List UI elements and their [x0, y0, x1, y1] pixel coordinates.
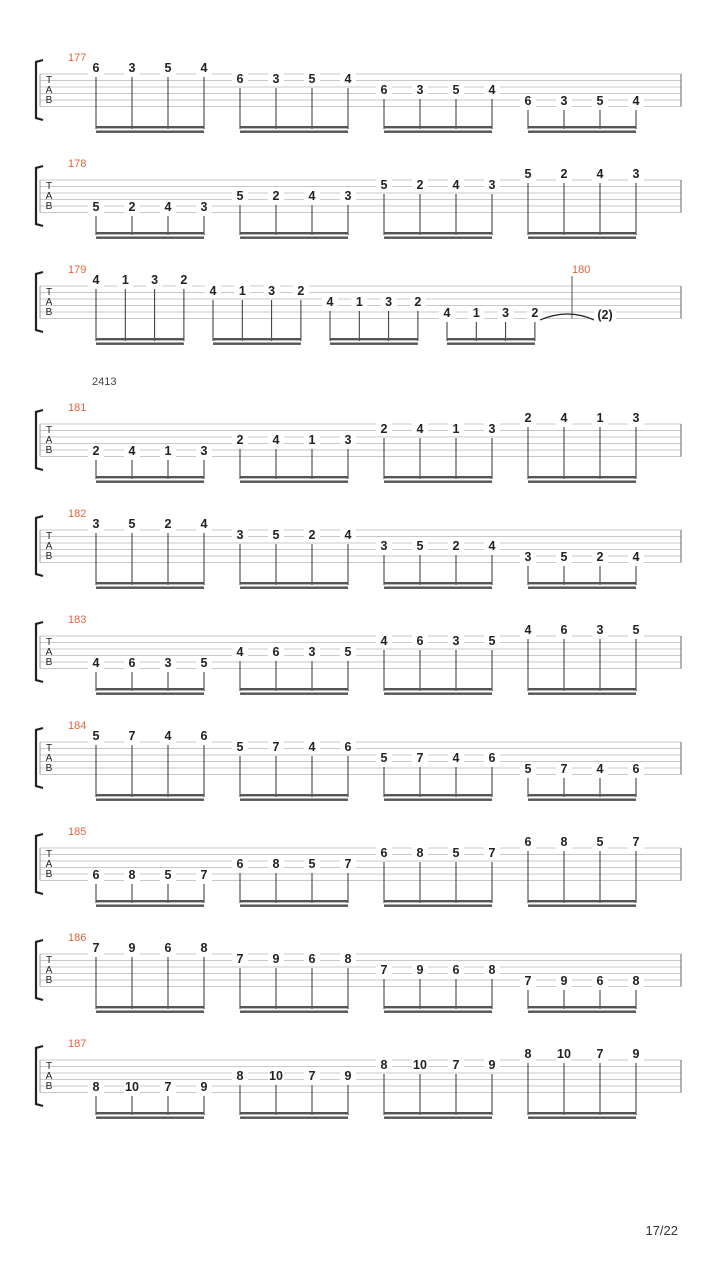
beam [96, 237, 204, 239]
beam [240, 1112, 348, 1114]
fret-number: 3 [416, 83, 424, 97]
beam [384, 905, 492, 907]
fret-number: 5 [524, 167, 532, 181]
fret-number: 8 [524, 1047, 532, 1061]
fret-number: 4 [488, 539, 496, 553]
fret-number: 3 [502, 306, 510, 320]
beam [96, 900, 204, 902]
tab-system [36, 614, 681, 695]
beam [240, 587, 348, 589]
fret-number: 3 [344, 189, 352, 203]
fret-number: 7 [524, 974, 532, 988]
fret-number: 2 [272, 189, 280, 203]
beam [96, 799, 204, 801]
fret-number: 2 [524, 411, 532, 425]
fret-number: 4 [344, 72, 352, 86]
fret-number: 5 [380, 178, 388, 192]
fret-number: 6 [308, 952, 316, 966]
tab-system [36, 158, 681, 239]
measure-number: 177 [68, 52, 87, 64]
beam [384, 1112, 492, 1114]
beam [213, 338, 301, 340]
tab-clef-letter: A [45, 297, 53, 308]
fret-number: 4 [209, 284, 217, 298]
fret-number: 3 [200, 444, 208, 458]
fret-number: 4 [308, 740, 316, 754]
fret-number: 5 [308, 857, 316, 871]
measure-number: 186 [68, 932, 87, 944]
fret-number: 6 [92, 61, 100, 75]
beam [384, 799, 492, 801]
fret-number: 2 [380, 422, 388, 436]
fret-number: 8 [416, 846, 424, 860]
beam [528, 1112, 636, 1114]
fret-number: 6 [596, 974, 604, 988]
measure-number: 180 [572, 264, 591, 276]
tab-clef-letter: T [45, 75, 53, 86]
beam [96, 476, 204, 478]
beam [240, 237, 348, 239]
tie-arc [540, 314, 594, 320]
beam [384, 1117, 492, 1119]
beam [528, 476, 636, 478]
fret-number: 7 [272, 740, 280, 754]
fret-number: 5 [380, 751, 388, 765]
tab-clef-letter: B [45, 551, 53, 562]
fret-number: 5 [488, 634, 496, 648]
beam [384, 126, 492, 128]
tab-clef-letter: A [45, 1071, 53, 1082]
tab-clef-letter: B [45, 307, 53, 318]
tab-clef-letter: A [45, 965, 53, 976]
tab-clef-letter: T [45, 955, 53, 966]
fret-number: 2 [452, 539, 460, 553]
beam [240, 1117, 348, 1119]
fret-number: 4 [524, 623, 532, 637]
fret-number: 7 [380, 963, 388, 977]
tab-clef-letter: T [45, 743, 53, 754]
beam [96, 794, 204, 796]
fret-number: 5 [596, 835, 604, 849]
beam [528, 237, 636, 239]
beam [96, 131, 204, 133]
beam [96, 582, 204, 584]
fret-number: 4 [596, 167, 604, 181]
fret-number: 7 [344, 857, 352, 871]
fret-number: 8 [92, 1080, 100, 1094]
fret-number: 4 [560, 411, 568, 425]
fret-number: 3 [452, 634, 460, 648]
fret-number: 4 [416, 422, 424, 436]
tab-clef-letter: T [45, 181, 53, 192]
fret-number: 9 [488, 1058, 496, 1072]
fret-number: 3 [92, 517, 100, 531]
beam [384, 1006, 492, 1008]
fret-number: 10 [557, 1047, 571, 1061]
beam [528, 688, 636, 690]
tab-clef-letter: A [45, 647, 53, 658]
fret-number: 1 [238, 284, 246, 298]
beam [528, 693, 636, 695]
fret-number: 4 [632, 94, 640, 108]
beam [96, 1006, 204, 1008]
fret-number: 7 [560, 762, 568, 776]
fret-number: 6 [524, 94, 532, 108]
beam [240, 476, 348, 478]
fret-number: 4 [596, 762, 604, 776]
beam [528, 131, 636, 133]
tab-clef-letter: B [45, 201, 53, 212]
beam [528, 1006, 636, 1008]
beam [96, 232, 204, 234]
measure-number: 185 [68, 826, 87, 838]
fret-number: 2 [416, 178, 424, 192]
beam [96, 693, 204, 695]
fret-number: 3 [344, 433, 352, 447]
beam [528, 794, 636, 796]
beam [384, 582, 492, 584]
beam [96, 343, 184, 345]
beam [384, 232, 492, 234]
fret-number: 4 [200, 517, 208, 531]
fret-number: 4 [308, 189, 316, 203]
tab-clef-letter: T [45, 531, 53, 542]
fret-number: 6 [164, 941, 172, 955]
fret-number: 4 [632, 550, 640, 564]
fret-number: 5 [596, 94, 604, 108]
tab-system [36, 720, 681, 801]
tab-system [36, 1038, 681, 1119]
beam [384, 237, 492, 239]
beam [384, 587, 492, 589]
beam [96, 587, 204, 589]
fret-number: 3 [385, 295, 393, 309]
tab-clef-letter: T [45, 849, 53, 860]
beam [96, 905, 204, 907]
fret-number: 6 [344, 740, 352, 754]
fret-number: 4 [380, 634, 388, 648]
fret-number: 9 [128, 941, 136, 955]
beam [528, 587, 636, 589]
beam [240, 131, 348, 133]
fret-number: 6 [416, 634, 424, 648]
beam [384, 476, 492, 478]
fret-number: 9 [560, 974, 568, 988]
measure-number: 181 [68, 402, 87, 414]
fret-number: 4 [200, 61, 208, 75]
tab-system [36, 402, 681, 483]
fret-number: 6 [272, 645, 280, 659]
fret-number: 6 [632, 762, 640, 776]
measure-number: 183 [68, 614, 87, 626]
measure-number: 184 [68, 720, 87, 732]
fret-number: 8 [128, 868, 136, 882]
fret-number: 5 [416, 539, 424, 553]
fret-number: 8 [560, 835, 568, 849]
fret-number: 8 [380, 1058, 388, 1072]
beam [240, 905, 348, 907]
beam [240, 126, 348, 128]
fret-number: 4 [92, 656, 100, 670]
fret-number: 9 [200, 1080, 208, 1094]
fret-number: 8 [488, 963, 496, 977]
beam [528, 481, 636, 483]
fret-number: 3 [560, 94, 568, 108]
measure-number: 187 [68, 1038, 87, 1050]
beam [96, 126, 204, 128]
beam [384, 1011, 492, 1013]
fret-number: 2 [308, 528, 316, 542]
beam [528, 232, 636, 234]
fret-number: 4 [164, 729, 172, 743]
fret-number: 8 [236, 1069, 244, 1083]
measure-number: 182 [68, 508, 87, 520]
fret-number: 5 [308, 72, 316, 86]
fret-number: 5 [164, 868, 172, 882]
tied-note: (2) [597, 308, 613, 322]
fret-number: 7 [416, 751, 424, 765]
fret-number: 3 [128, 61, 136, 75]
beam [528, 900, 636, 902]
beam [213, 343, 301, 345]
fret-number: 7 [92, 941, 100, 955]
fret-number: 7 [488, 846, 496, 860]
beam [96, 338, 184, 340]
fret-number: 4 [452, 751, 460, 765]
fret-number: 8 [344, 952, 352, 966]
beam [96, 1112, 204, 1114]
beam [330, 338, 418, 340]
fret-number: 4 [443, 306, 451, 320]
beam [240, 1006, 348, 1008]
text-note: 2413 [92, 376, 117, 388]
fret-number: 5 [452, 846, 460, 860]
fret-number: 7 [632, 835, 640, 849]
fret-number: 5 [92, 200, 100, 214]
fret-number: 4 [128, 444, 136, 458]
beam [240, 799, 348, 801]
fret-number: 3 [200, 200, 208, 214]
tab-clef-letter: A [45, 435, 53, 446]
fret-number: 5 [92, 729, 100, 743]
fret-number: 3 [380, 539, 388, 553]
fret-number: 2 [297, 284, 305, 298]
fret-number: 7 [164, 1080, 172, 1094]
tab-clef-letter: T [45, 287, 53, 298]
beam [528, 1011, 636, 1013]
fret-number: 5 [452, 83, 460, 97]
tab-clef-letter: A [45, 541, 53, 552]
tab-clef-letter: B [45, 445, 53, 456]
fret-number: 4 [452, 178, 460, 192]
fret-number: 5 [200, 656, 208, 670]
beam [96, 1011, 204, 1013]
fret-number: 1 [472, 306, 480, 320]
fret-number: 2 [596, 550, 604, 564]
fret-number: 3 [308, 645, 316, 659]
tab-clef-letter: A [45, 85, 53, 96]
fret-number: 7 [596, 1047, 604, 1061]
fret-number: 3 [268, 284, 276, 298]
fret-number: 3 [596, 623, 604, 637]
beam [447, 343, 535, 345]
fret-number: 6 [200, 729, 208, 743]
tab-clef-letter: B [45, 763, 53, 774]
fret-number: 3 [164, 656, 172, 670]
fret-number: 6 [560, 623, 568, 637]
fret-number: 9 [416, 963, 424, 977]
fret-number: 2 [164, 517, 172, 531]
tab-system [36, 52, 681, 133]
beam [240, 794, 348, 796]
fret-number: 7 [200, 868, 208, 882]
beam [240, 481, 348, 483]
fret-number: 8 [632, 974, 640, 988]
fret-number: 3 [632, 411, 640, 425]
fret-number: 7 [236, 952, 244, 966]
fret-number: 3 [524, 550, 532, 564]
fret-number: 6 [488, 751, 496, 765]
tab-clef-letter: T [45, 425, 53, 436]
beam [384, 481, 492, 483]
fret-number: 6 [236, 72, 244, 86]
fret-number: 2 [92, 444, 100, 458]
fret-number: 5 [524, 762, 532, 776]
fret-number: 10 [125, 1080, 139, 1094]
fret-number: 2 [236, 433, 244, 447]
fret-number: 10 [413, 1058, 427, 1072]
fret-number: 4 [488, 83, 496, 97]
fret-number: 3 [488, 178, 496, 192]
beam [240, 900, 348, 902]
fret-number: 7 [308, 1069, 316, 1083]
measure-number: 178 [68, 158, 87, 170]
beam [240, 688, 348, 690]
fret-number: 2 [128, 200, 136, 214]
tab-clef-letter: B [45, 869, 53, 880]
fret-number: 3 [272, 72, 280, 86]
fret-number: 5 [164, 61, 172, 75]
tab-clef-letter: T [45, 1061, 53, 1072]
tab-system [36, 932, 681, 1013]
fret-number: 5 [128, 517, 136, 531]
beam [240, 1011, 348, 1013]
beam [240, 232, 348, 234]
fret-number: 1 [596, 411, 604, 425]
fret-number: 5 [560, 550, 568, 564]
fret-number: 7 [128, 729, 136, 743]
tab-system [36, 264, 681, 345]
beam [528, 126, 636, 128]
fret-number: 2 [560, 167, 568, 181]
fret-number: 1 [164, 444, 172, 458]
beam [96, 688, 204, 690]
fret-number: 8 [272, 857, 280, 871]
fret-number: 4 [164, 200, 172, 214]
measure-number: 179 [68, 264, 87, 276]
tab-clef-letter: T [45, 637, 53, 648]
fret-number: 10 [269, 1069, 283, 1083]
page-number: 17/22 [645, 1223, 678, 1238]
beam [528, 582, 636, 584]
fret-number: 7 [452, 1058, 460, 1072]
beam [240, 693, 348, 695]
fret-number: 4 [236, 645, 244, 659]
fret-number: 4 [272, 433, 280, 447]
fret-number: 9 [272, 952, 280, 966]
fret-number: 2 [180, 273, 188, 287]
fret-number: 3 [236, 528, 244, 542]
fret-number: 1 [355, 295, 363, 309]
fret-number: 5 [344, 645, 352, 659]
beam [384, 900, 492, 902]
beam [528, 905, 636, 907]
beam [528, 1117, 636, 1119]
fret-number: 6 [452, 963, 460, 977]
fret-number: 3 [488, 422, 496, 436]
beam [96, 481, 204, 483]
beam [240, 582, 348, 584]
fret-number: 6 [236, 857, 244, 871]
tab-clef-letter: B [45, 1081, 53, 1092]
beam [96, 1117, 204, 1119]
fret-number: 5 [236, 740, 244, 754]
fret-number: 5 [236, 189, 244, 203]
fret-number: 6 [92, 868, 100, 882]
beam [384, 693, 492, 695]
fret-number: 2 [414, 295, 422, 309]
fret-number: 9 [344, 1069, 352, 1083]
fret-number: 4 [326, 295, 334, 309]
fret-number: 1 [452, 422, 460, 436]
fret-number: 1 [121, 273, 129, 287]
beam [384, 131, 492, 133]
beam [384, 794, 492, 796]
tab-clef-letter: A [45, 191, 53, 202]
beam [447, 338, 535, 340]
fret-number: 4 [92, 273, 100, 287]
fret-number: 4 [344, 528, 352, 542]
fret-number: 6 [128, 656, 136, 670]
fret-number: 8 [200, 941, 208, 955]
fret-number: 2 [531, 306, 539, 320]
fret-number: 6 [380, 83, 388, 97]
tab-system [36, 826, 681, 907]
fret-number: 1 [308, 433, 316, 447]
fret-number: 6 [380, 846, 388, 860]
tab-clef-letter: A [45, 859, 53, 870]
fret-number: 5 [632, 623, 640, 637]
tab-clef-letter: B [45, 95, 53, 106]
fret-number: 3 [151, 273, 159, 287]
tab-clef-letter: B [45, 975, 53, 986]
fret-number: 6 [524, 835, 532, 849]
fret-number: 9 [632, 1047, 640, 1061]
tab-system [36, 508, 681, 589]
fret-number: 3 [632, 167, 640, 181]
beam [330, 343, 418, 345]
beam [384, 688, 492, 690]
fret-number: 5 [272, 528, 280, 542]
tab-clef-letter: A [45, 753, 53, 764]
beam [528, 799, 636, 801]
tab-clef-letter: B [45, 657, 53, 668]
